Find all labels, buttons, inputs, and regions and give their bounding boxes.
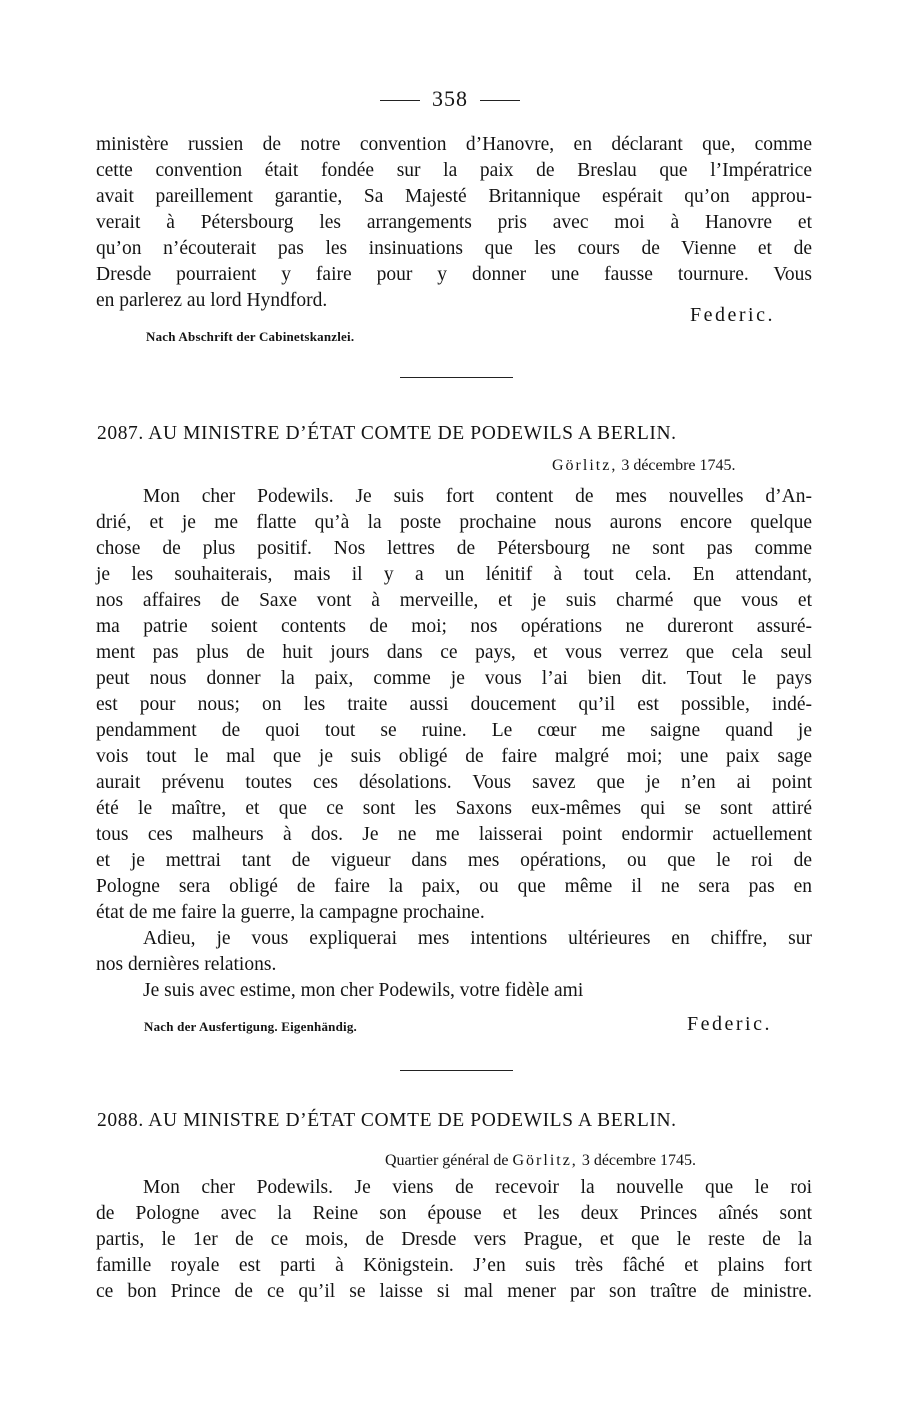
- text-line: Mon cher Podewils. Je viens de recevoir la nouvelle que le roi: [143, 1177, 812, 1198]
- letter-body: [96, 484, 812, 1004]
- text-line: partis, le 1er de ce mois, de Dresde vers Prague, et que le reste de la: [96, 1229, 812, 1250]
- source-note: Nach Abschrift der Cabinetskanzlei.: [146, 329, 355, 344]
- text-line: drié, et je me flatte qu’à la poste prochaine nous aurons encore quelque: [96, 512, 812, 533]
- text-line: je les souhaiterais, mais il y a un lénitif à tout cela. En attendant,: [96, 564, 812, 585]
- dateline: [385, 1152, 696, 1170]
- text-line: chose de plus positif. Nos lettres de Pétersbourg ne sont pas comme: [96, 538, 812, 559]
- letter-heading: 2088. AU MINISTRE D’ÉTAT COMTE DE PODEWILS A BERLIN.: [97, 1110, 677, 1131]
- text-line: de Pologne avec la Reine son épouse et les deux Princes aînés sont: [96, 1203, 812, 1224]
- text-line: état de me faire la guerre, la campagne prochaine.: [96, 902, 485, 923]
- dateline-prefix: Quartier général de: [385, 1152, 509, 1169]
- dateline: [552, 457, 736, 475]
- intro-paragraph: [96, 132, 812, 314]
- text-line: Je suis avec estime, mon cher Podewils, votre fidèle ami: [143, 980, 584, 1001]
- text-line: Mon cher Podewils. Je suis fort content de mes nouvelles d’An-: [143, 486, 812, 507]
- text-line: Dresde pourraient y faire pour y donner une fausse tournure. Vous: [96, 264, 812, 285]
- text-line: Pologne sera obligé de faire la paix, ou que même il ne sera pas en: [96, 876, 812, 897]
- signature: Federic.: [687, 1013, 772, 1035]
- text-line: tous ces malheurs à dos. Je ne me laisserai point endormir actuellement: [96, 824, 812, 845]
- text-line: en parlerez au lord Hyndford.: [96, 290, 328, 311]
- section-divider: [400, 377, 513, 378]
- text-line: pendamment de quoi tout se ruine. Le cœur me saigne quand je: [96, 720, 812, 741]
- dateline-place: Görlitz,: [512, 1152, 578, 1169]
- text-line: vois tout le mal que je suis obligé de faire malgré moi; une paix sage: [96, 746, 812, 767]
- text-line: été le maître, et que ce sont les Saxons eux-mêmes qui se sont attiré: [96, 798, 812, 819]
- letter-body: [96, 1175, 812, 1305]
- dateline-date: 3 décembre 1745.: [621, 457, 736, 474]
- left-dash: [380, 100, 420, 101]
- text-line: aurait prévenu toutes ces désolations. Vous savez que je n’en ai point: [96, 772, 812, 793]
- text-line: ce bon Prince de ce qu’il se laisse si mal mener par son traître de ministre.: [96, 1281, 812, 1302]
- text-line: ma patrie soient contents de moi; nos opérations ne dureront assuré-: [96, 616, 812, 637]
- text-line: qu’on n’écouterait pas les insinuations que les cours de Vienne et de: [96, 238, 812, 259]
- text-line: et je mettrai tant de vigueur dans mes opérations, ou que le roi de: [96, 850, 812, 871]
- page-number: 358: [432, 86, 468, 111]
- signature: Federic.: [690, 304, 775, 326]
- text-line: ment pas plus de huit jours dans ce pays, et vous verrez que cela seul: [96, 642, 812, 663]
- dateline-place: Görlitz,: [552, 457, 618, 474]
- text-line: nos dernières relations.: [96, 954, 277, 975]
- text-line: cette convention était fondée sur la paix de Breslau que l’Impératrice: [96, 160, 812, 181]
- page-number-header: [0, 86, 900, 112]
- text-line: est pour nous; on les traite aussi doucement qu’il est possible, indé-: [96, 694, 812, 715]
- dateline-date: 3 décembre 1745.: [581, 1152, 696, 1169]
- text-line: peut nous donner la paix, comme je vous l’ai bien dit. Tout le pays: [96, 668, 812, 689]
- text-line: avait pareillement garantie, Sa Majesté Britannique espérait qu’on approu-: [96, 186, 812, 207]
- text-line: ministère russien de notre convention d’Hanovre, en déclarant que, comme: [96, 134, 812, 155]
- text-line: nos affaires de Saxe vont à merveille, et je suis charmé que vous et: [96, 590, 812, 611]
- text-line: Adieu, je vous expliquerai mes intentions ultérieures en chiffre, sur: [143, 928, 812, 949]
- right-dash: [480, 100, 520, 101]
- section-divider: [400, 1070, 513, 1071]
- text-line: famille royale est parti à Königstein. J’en suis très fâché et plains fort: [96, 1255, 812, 1276]
- source-note: Nach der Ausfertigung. Eigenhändig.: [144, 1019, 357, 1034]
- text-line: verait à Pétersbourg les arrangements pris avec moi à Hanovre et: [96, 212, 812, 233]
- letter-heading: 2087. AU MINISTRE D’ÉTAT COMTE DE PODEWILS A BERLIN.: [97, 423, 677, 444]
